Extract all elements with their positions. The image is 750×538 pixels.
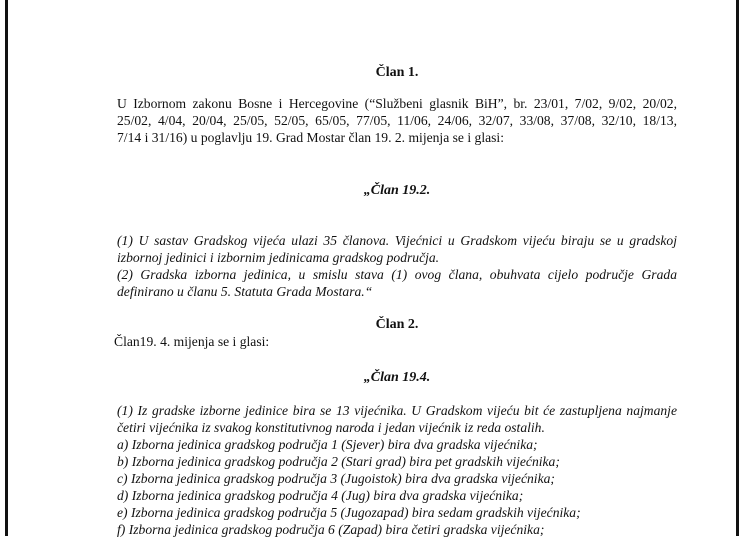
text-line: 7/14 i 31/16) u poglavlju 19. Grad Mostar član 19. 2. mijenja se i glasi: bbox=[117, 130, 504, 145]
list-item: c) Izborna jedinica gradskog područja 3 (Jugoistok) bira dva gradska vijećnika; bbox=[117, 471, 555, 486]
list-item: f) Izborna jedinica gradskog područja 6 (Zapad) bira četiri gradska vijećnika; bbox=[117, 522, 545, 537]
article-1-heading: Član 1. bbox=[375, 65, 419, 80]
article-19-2-text bbox=[117, 232, 677, 300]
text-line: 25/02, 4/04, 20/04, 25/05, 52/05, 65/05, 77/05, 11/06, 24/06, 32/07, 33/08, 37/08, 32/10, 18/13, bbox=[117, 113, 677, 128]
article-19-4-text bbox=[117, 402, 677, 538]
text-line: Član19. 4. mijenja se i glasi: bbox=[114, 334, 270, 349]
text-line: izbornoj jedinici i izbornim jedinicama gradskog područja. bbox=[117, 250, 440, 265]
text-line: definirano u članu 5. Statuta Grada Mostara.“ bbox=[117, 284, 373, 299]
list-item: e) Izborna jedinica gradskog područja 5 (Jugozapad) bira sedam gradskih vijećnika; bbox=[117, 505, 581, 520]
list-item: b) Izborna jedinica gradskog područja 2 (Stari grad) bira pet gradskih vijećnika; bbox=[117, 454, 560, 469]
list-item: d) Izborna jedinica gradskog područja 4 (Jug) bira dva gradska vijećnika; bbox=[117, 488, 524, 503]
article-2-intro bbox=[114, 333, 674, 350]
article-19-2-heading: „Član 19.2. bbox=[363, 183, 431, 198]
text-line: četiri vijećnika iz svakog konstitutivnog naroda i jedan vijećnik iz reda ostalih. bbox=[117, 420, 545, 435]
article-2-heading: Član 2. bbox=[375, 317, 419, 332]
article-19-4-heading: „Član 19.4. bbox=[363, 370, 431, 385]
text-line: (1) Iz gradske izborne jedinice bira se 13 vijećnika. U Gradskom vijeću bit će zastupljena najmanje bbox=[117, 403, 677, 418]
text-line: (2) Gradska izborna jedinica, u smislu stava (1) ovog člana, obuhvata cijelo područje Grada bbox=[117, 267, 677, 282]
text-line: (1) U sastav Gradskog vijeća ulazi 35 članova. Vijećnici u Gradskom vijeću biraju se u gradskoj bbox=[117, 233, 677, 248]
text-line: U Izbornom zakonu Bosne i Hercegovine (“Službeni glasnik BiH”, br. 23/01, 7/02, 9/02, 20/02, bbox=[117, 96, 677, 111]
list-item: a) Izborna jedinica gradskog područja 1 (Sjever) bira dva gradska vijećnika; bbox=[117, 437, 538, 452]
article-1-intro bbox=[117, 95, 677, 146]
